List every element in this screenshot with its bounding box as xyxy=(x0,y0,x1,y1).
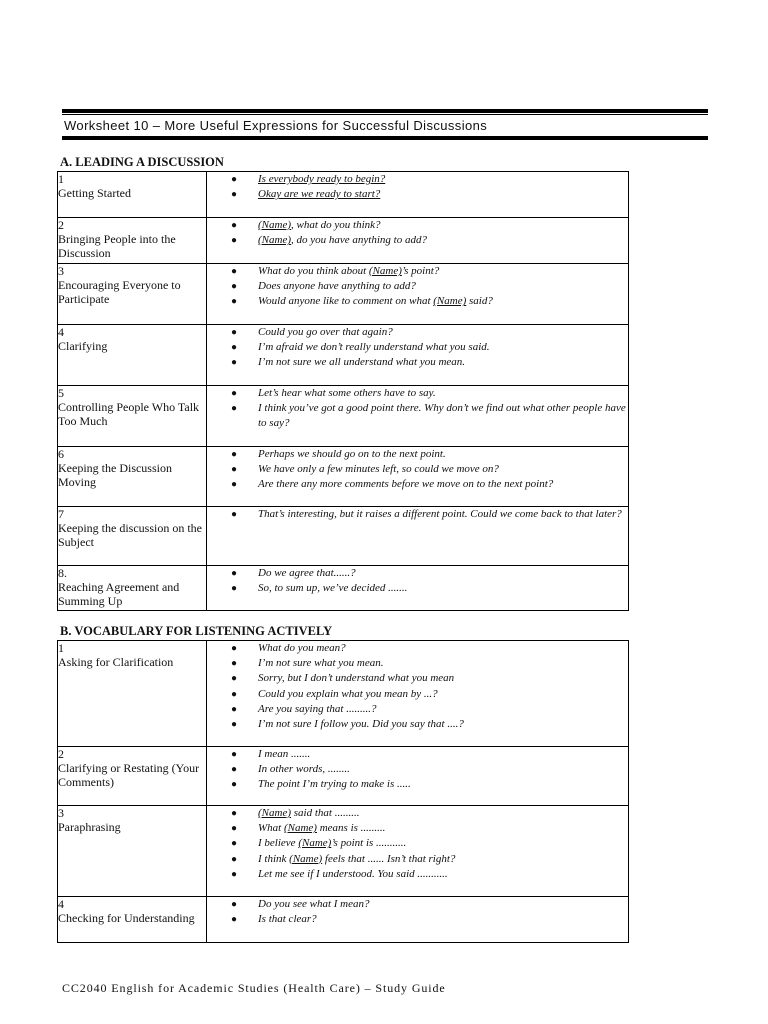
expression-text: What do you think about xyxy=(258,265,369,277)
worksheet-title: Worksheet 10 – More Useful Expressions for Successful Discussions xyxy=(64,118,488,133)
section-a-heading: A. LEADING A DISCUSSION xyxy=(60,155,224,169)
expression-text: Could you go over that again? xyxy=(258,326,393,338)
name-placeholder: (Name) xyxy=(298,837,332,850)
expression-item xyxy=(207,641,628,656)
name-placeholder: (Name) xyxy=(433,295,467,308)
expression-item xyxy=(207,656,628,671)
expression-text: , do you have anything to add? xyxy=(291,234,427,247)
table-row xyxy=(58,566,629,611)
expression-list xyxy=(207,507,628,522)
expression-item xyxy=(207,325,628,340)
category-number: 6 xyxy=(58,447,64,461)
bullet-icon: ● xyxy=(231,764,238,776)
table-row xyxy=(58,325,629,386)
expression-item xyxy=(207,762,628,777)
expression-list xyxy=(207,641,628,732)
expression-item xyxy=(207,671,628,686)
expression-item xyxy=(207,777,628,792)
bullet-icon: ● xyxy=(231,643,238,654)
expression-text: I’m not sure I follow you. Did you say that ....? xyxy=(258,718,464,731)
category-cell xyxy=(58,507,207,566)
category-label: Checking for Understanding xyxy=(58,911,195,925)
category-label: Asking for Clarification xyxy=(58,655,174,669)
bullet-icon: ● xyxy=(231,823,238,835)
bullet-icon: ● xyxy=(231,719,238,731)
category-number: 4 xyxy=(58,897,64,911)
bullet-icon: ● xyxy=(231,838,238,850)
expression-text: Let me see if I understood. You said ........... xyxy=(258,867,448,880)
expressions-cell xyxy=(207,218,629,264)
footer-text: CC2040 English for Academic Studies (Health Care) – Study Guide xyxy=(62,981,446,995)
leading-discussion-table xyxy=(57,171,629,611)
expression-text: Does anyone have anything to add? xyxy=(258,280,416,293)
expression-item xyxy=(207,447,628,462)
category-label: Clarifying or Restating (Your Comments) xyxy=(58,761,200,789)
expression-item xyxy=(207,867,628,882)
bullet-icon: ● xyxy=(231,703,238,715)
table-row xyxy=(58,897,629,943)
expression-item xyxy=(207,187,628,202)
expression-item xyxy=(207,386,628,401)
expression-text: I’m afraid we don’t really understand what you said. xyxy=(258,341,490,354)
expression-list xyxy=(207,386,628,432)
expression-list xyxy=(207,566,628,596)
expressions-cell xyxy=(207,507,629,566)
bullet-icon: ● xyxy=(231,342,238,354)
expression-text: Could you explain what you mean by ...? xyxy=(258,687,438,700)
name-placeholder: (Name) xyxy=(283,822,317,835)
expression-text: feels that ...... Isn’t that right? xyxy=(322,852,456,865)
expression-text: We have only a few minutes left, so could we move on? xyxy=(258,463,499,476)
category-cell xyxy=(58,386,207,447)
category-label: Reaching Agreement and Summing Up xyxy=(58,580,180,608)
header-rule-thin xyxy=(62,114,708,115)
expression-text: Are you saying that .........? xyxy=(258,702,377,715)
expression-item xyxy=(207,836,628,851)
expressions-cell xyxy=(207,386,629,447)
bullet-icon: ● xyxy=(231,449,238,460)
category-cell xyxy=(58,264,207,325)
expression-list xyxy=(207,447,628,493)
bullet-icon: ● xyxy=(231,235,238,247)
name-placeholder: Okay are we ready to start? xyxy=(258,188,381,201)
bullet-icon: ● xyxy=(231,479,238,491)
category-cell xyxy=(58,325,207,386)
expressions-cell xyxy=(207,897,629,943)
expression-text: said? xyxy=(466,295,493,308)
expression-item xyxy=(207,507,628,522)
expressions-cell xyxy=(207,747,629,806)
table-row xyxy=(58,507,629,566)
category-cell xyxy=(58,447,207,507)
expression-text: ’s point? xyxy=(401,265,440,277)
expression-item xyxy=(207,279,628,294)
bullet-icon: ● xyxy=(231,583,238,595)
bullet-icon: ● xyxy=(231,266,238,277)
bullet-icon: ● xyxy=(231,281,238,293)
expression-list xyxy=(207,325,628,371)
bullet-icon: ● xyxy=(231,296,238,308)
expressions-cell xyxy=(207,325,629,386)
table-row xyxy=(58,447,629,507)
expression-text: I’m not sure what you mean. xyxy=(258,657,384,670)
bullet-icon: ● xyxy=(231,779,238,791)
bullet-icon: ● xyxy=(231,868,238,880)
bullet-icon: ● xyxy=(231,688,238,700)
category-cell xyxy=(58,806,207,897)
expression-text: Let’s hear what some others have to say. xyxy=(258,387,436,399)
category-number: 1 xyxy=(58,641,64,655)
bullet-icon: ● xyxy=(231,327,238,338)
bullet-icon: ● xyxy=(231,464,238,476)
expression-text: , what do you think? xyxy=(291,219,381,231)
expression-item xyxy=(207,477,628,492)
expression-item xyxy=(207,747,628,762)
name-placeholder: (Name) xyxy=(368,265,402,277)
expression-text: In other words, ........ xyxy=(258,763,350,776)
expression-item xyxy=(207,687,628,702)
expression-text: That’s interesting, but it raises a different point. Could we come back to that later? xyxy=(258,508,622,520)
bullet-icon: ● xyxy=(231,658,238,670)
expression-item xyxy=(207,172,628,187)
bullet-icon: ● xyxy=(231,568,238,579)
expression-item xyxy=(207,821,628,836)
expression-text: Sorry, but I don’t understand what you mean xyxy=(258,672,455,685)
expression-text: The point I’m trying to make is ..... xyxy=(258,778,411,791)
bullet-icon: ● xyxy=(231,899,238,910)
bullet-icon: ● xyxy=(231,808,238,819)
expression-item xyxy=(207,702,628,717)
table-row xyxy=(58,641,629,747)
bullet-icon: ● xyxy=(231,914,238,926)
bullet-icon: ● xyxy=(231,357,238,369)
expression-item xyxy=(207,340,628,355)
category-number: 5 xyxy=(58,386,64,400)
expression-text: I think xyxy=(258,852,290,865)
expression-text: means is ......... xyxy=(316,822,386,835)
category-label: Bringing People into the Discussion xyxy=(58,232,176,260)
table-row xyxy=(58,806,629,897)
bullet-icon: ● xyxy=(231,189,238,201)
name-placeholder: (Name) xyxy=(258,234,291,247)
expressions-cell xyxy=(207,566,629,611)
expression-list xyxy=(207,218,628,248)
expression-text: I think you’ve got a good point there. Why don’t we find out what other people have to say? xyxy=(258,402,626,430)
bullet-icon: ● xyxy=(231,509,238,520)
expression-text: Perhaps we should go on to the next point. xyxy=(258,448,446,460)
category-label: Getting Started xyxy=(58,186,131,200)
expressions-cell xyxy=(207,264,629,325)
category-label: Encouraging Everyone to Participate xyxy=(58,278,181,306)
category-number: 1 xyxy=(58,172,64,186)
name-placeholder: (Name) xyxy=(258,807,291,819)
category-cell xyxy=(58,897,207,943)
expression-text: ’s point is ........... xyxy=(331,837,407,850)
table-row xyxy=(58,264,629,325)
expression-item xyxy=(207,806,628,821)
category-label: Clarifying xyxy=(58,339,108,353)
name-placeholder: (Name) xyxy=(258,219,291,231)
category-number: 2 xyxy=(58,747,64,761)
name-placeholder: Is everybody ready to begin? xyxy=(258,173,386,185)
bullet-icon: ● xyxy=(231,388,238,399)
table-row xyxy=(58,747,629,806)
expression-item xyxy=(207,355,628,370)
bullet-icon: ● xyxy=(231,220,238,231)
expression-item xyxy=(207,717,628,732)
category-cell xyxy=(58,218,207,264)
section-b-heading: B. VOCABULARY FOR LISTENING ACTIVELY xyxy=(60,624,333,638)
expression-text: I mean ....... xyxy=(258,748,311,760)
bullet-icon: ● xyxy=(231,174,238,185)
expression-list xyxy=(207,806,628,882)
header-rule-top xyxy=(62,109,708,113)
expression-list xyxy=(207,264,628,310)
category-number: 7 xyxy=(58,507,64,521)
leading-discussion-rows xyxy=(58,172,629,611)
expression-text: What xyxy=(258,822,284,835)
expression-text: I believe xyxy=(258,837,299,850)
expression-list xyxy=(207,172,628,202)
category-cell xyxy=(58,641,207,747)
expression-text: So, to sum up, we’ve decided ....... xyxy=(258,582,408,595)
expression-list xyxy=(207,747,628,793)
category-label: Paraphrasing xyxy=(58,820,121,834)
category-number: 3 xyxy=(58,264,64,278)
expression-text: What do you mean? xyxy=(258,642,346,654)
category-label: Keeping the discussion on the Subject xyxy=(58,521,202,549)
listening-actively-table xyxy=(57,640,629,943)
category-number: 3 xyxy=(58,806,64,820)
expression-text: Would anyone like to comment on what xyxy=(258,295,434,308)
expression-item xyxy=(207,264,628,279)
category-label: Controlling People Who Talk Too Much xyxy=(58,400,200,428)
header-rule-bottom xyxy=(62,136,708,140)
name-placeholder: (Name) xyxy=(289,852,323,865)
expressions-cell xyxy=(207,172,629,218)
listening-actively-rows xyxy=(58,641,629,943)
expression-item xyxy=(207,294,628,309)
expression-list xyxy=(207,897,628,927)
bullet-icon: ● xyxy=(231,853,238,865)
expression-item xyxy=(207,912,628,927)
category-number: 4 xyxy=(58,325,64,339)
expression-item xyxy=(207,897,628,912)
expression-text: Do you see what I mean? xyxy=(258,898,370,910)
expression-item xyxy=(207,233,628,248)
expression-text: said that ......... xyxy=(291,807,360,819)
category-cell xyxy=(58,747,207,806)
bullet-icon: ● xyxy=(231,749,238,760)
table-row xyxy=(58,386,629,447)
category-cell xyxy=(58,566,207,611)
category-label: Keeping the Discussion Moving xyxy=(58,461,172,489)
category-number: 2 xyxy=(58,218,64,232)
expressions-cell xyxy=(207,641,629,747)
expression-text: Do we agree that......? xyxy=(258,567,356,579)
expression-text: I’m not sure we all understand what you mean. xyxy=(258,356,466,369)
expression-item xyxy=(207,581,628,596)
expression-item xyxy=(207,401,628,431)
table-row xyxy=(58,218,629,264)
expression-item xyxy=(207,566,628,581)
bullet-icon: ● xyxy=(231,673,238,685)
bullet-icon: ● xyxy=(231,403,238,415)
expression-text: Is that clear? xyxy=(258,913,317,926)
expression-item xyxy=(207,462,628,477)
table-row xyxy=(58,172,629,218)
expressions-cell xyxy=(207,806,629,897)
category-number: 8. xyxy=(58,566,67,580)
expression-text: Are there any more comments before we move on to the next point? xyxy=(258,478,554,491)
expression-item xyxy=(207,218,628,233)
expression-item xyxy=(207,852,628,867)
category-cell xyxy=(58,172,207,218)
expressions-cell xyxy=(207,447,629,507)
